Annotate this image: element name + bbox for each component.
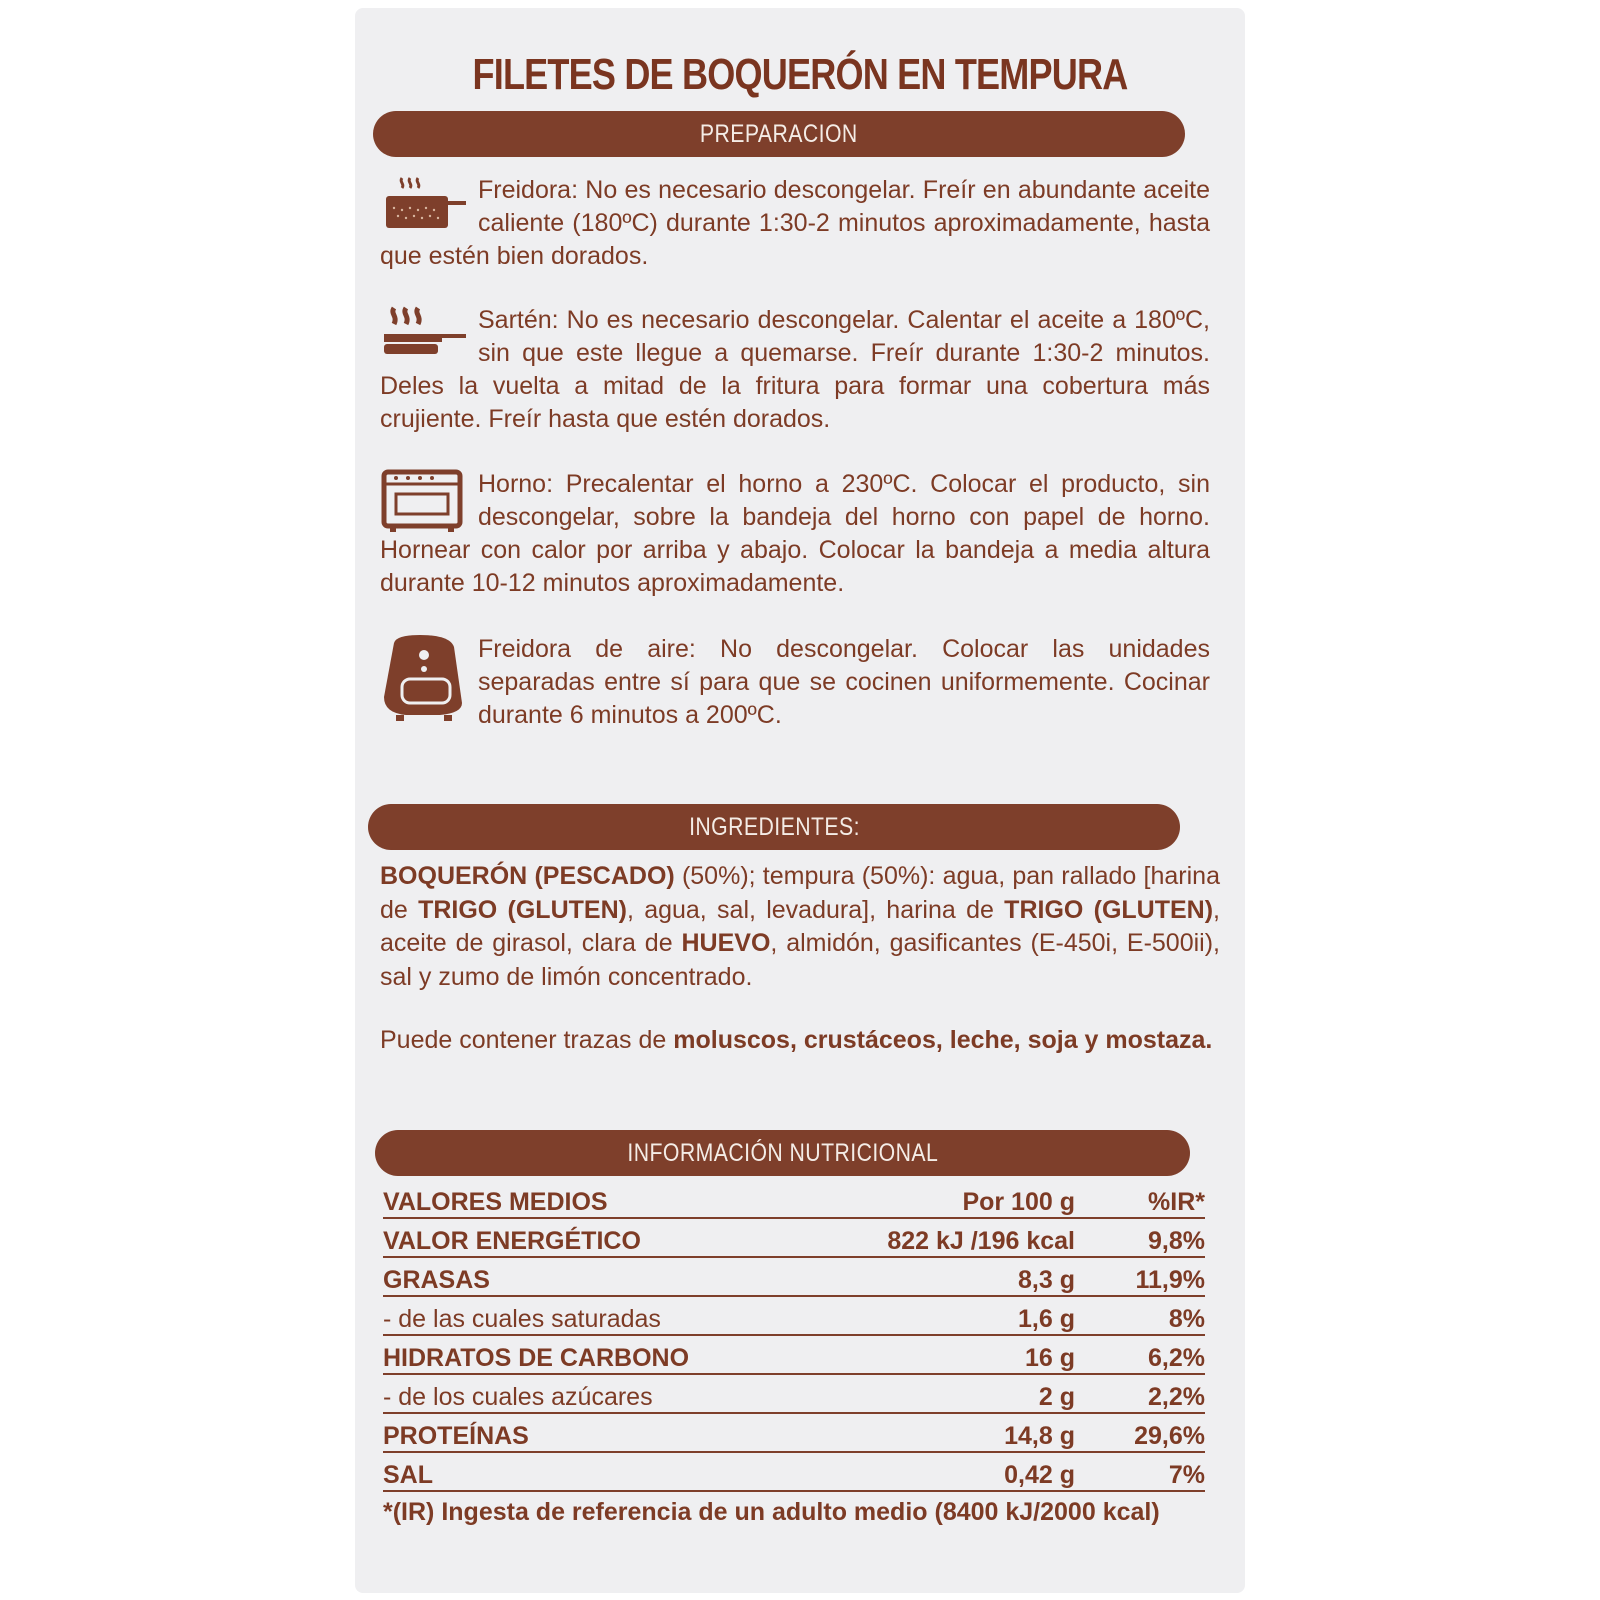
preparation-header: [373, 111, 1185, 157]
fryer-icon: [380, 174, 468, 240]
nutrition-header: [375, 1130, 1190, 1176]
nutrient-ir: 9,8%: [1075, 1218, 1205, 1257]
nutrient-ir: 7%: [1075, 1452, 1205, 1491]
nutrient-per: 2 g: [812, 1374, 1075, 1413]
nutrient-ir: 11,9%: [1075, 1257, 1205, 1296]
table-row: [383, 1452, 1205, 1491]
table-row: [383, 1218, 1205, 1257]
method-air-fryer: [380, 633, 1210, 732]
nutrient-per: 16 g: [812, 1335, 1075, 1374]
ingredient-part: BOQUERÓN (PESCADO): [380, 862, 675, 890]
ingredient-part: TRIGO (GLUTEN): [1004, 895, 1214, 924]
ingredient-part: , agua, sal, levadura], harina de: [626, 895, 1005, 924]
air-fryer-icon: [380, 633, 468, 723]
ingredients-header: [368, 804, 1180, 850]
traces-prefix: Puede contener trazas de: [380, 1026, 674, 1054]
nutrient-name: - de los cuales azúcares: [383, 1374, 812, 1413]
nutrient-per: 14,8 g: [812, 1413, 1075, 1452]
table-row: [383, 1257, 1205, 1296]
ingredient-part: TRIGO (GLUTEN): [418, 895, 627, 924]
nutrient-per: 822 kJ /196 kcal: [812, 1218, 1075, 1257]
table-row: [383, 1296, 1205, 1335]
ingredient-part: HUEVO: [681, 929, 771, 957]
method-fryer: [380, 174, 1210, 273]
ingredient-part: (50%); tempura (50%): agua, pan rallado [harina de: [380, 862, 1220, 924]
ingredient-part: , aceite de girasol, clara de: [380, 895, 1220, 957]
col-ir-header: %IR*: [1075, 1180, 1205, 1218]
nutrient-ir: 6,2%: [1075, 1335, 1205, 1374]
nutrient-name: HIDRATOS DE CARBONO: [383, 1335, 812, 1374]
preparation-header-text: PREPARACION: [700, 120, 858, 148]
table-row: [383, 1374, 1205, 1413]
oven-icon: [380, 468, 468, 534]
nutrient-name: PROTEÍNAS: [383, 1413, 812, 1452]
col-name-header: VALORES MEDIOS: [383, 1180, 812, 1218]
method-oven: [380, 468, 1210, 600]
col-per-header: Por 100 g: [812, 1180, 1075, 1218]
method-pan-text: Sartén: No es necesario descongelar. Calentar el aceite a 180ºC, sin que este llegue a quemarse. Freír durante 1:30-2 minutos. Deles la vuelta a mitad de la fritura para formar una cobertura más crujiente. Freír hasta que estén dorados.: [380, 306, 1210, 433]
nutrient-name: VALOR ENERGÉTICO: [383, 1218, 812, 1257]
nutrient-per: 8,3 g: [812, 1257, 1075, 1296]
frying-pan-icon: [380, 304, 468, 370]
nutrient-name: SAL: [383, 1452, 812, 1491]
nutrient-name: GRASAS: [383, 1257, 812, 1296]
allergen-traces: [380, 1026, 1220, 1055]
ingredients-header-text: INGREDIENTES:: [688, 813, 860, 841]
method-air-fryer-text: Freidora de aire: No descongelar. Colocar las unidades separadas entre sí para que se cocinen uniformemente. Cocinar durante 6 minutos a 200ºC.: [478, 635, 1210, 729]
method-fryer-text: Freidora: No es necesario descongelar. Freír en abundante aceite caliente (180ºC) durante 1:30-2 minutos aproximadamente, hasta que estén bien dorados.: [380, 176, 1210, 270]
nutrient-ir: 2,2%: [1075, 1374, 1205, 1413]
traces-allergens: moluscos, crustáceos, leche, soja y mostaza.: [673, 1026, 1213, 1054]
nutrient-per: 0,42 g: [812, 1452, 1075, 1491]
footnote: *(IR) Ingesta de referencia de un adulto medio (8400 kJ/2000 kcal): [383, 1498, 1160, 1526]
table-header-row: [383, 1180, 1205, 1218]
product-label: [355, 8, 1245, 1593]
nutrient-ir: 8%: [1075, 1296, 1205, 1335]
product-title: FILETES DE BOQUERÓN EN TEMPURA: [472, 50, 1128, 99]
nutrition-header-text: INFORMACIÓN NUTRICIONAL: [627, 1139, 938, 1167]
ingredient-part: , almidón, gasificantes (E-450i, E-500ii), sal y zumo de limón concentrado.: [380, 929, 1220, 991]
nutrient-per: 1,6 g: [812, 1296, 1075, 1335]
table-row: [383, 1413, 1205, 1452]
method-pan: [380, 304, 1210, 436]
nutrient-name: - de las cuales saturadas: [383, 1296, 812, 1335]
table-row: [383, 1335, 1205, 1374]
method-oven-text: Horno: Precalentar el horno a 230ºC. Colocar el producto, sin descongelar, sobre la bandeja del horno con papel de horno. Hornear con calor por arriba y abajo. Colocar la bandeja a media altura durante 10-12 minutos aproximadamente.: [380, 470, 1210, 597]
ingredients-list: [380, 860, 1220, 994]
nutrition-table: [383, 1180, 1205, 1492]
nutrient-ir: 29,6%: [1075, 1413, 1205, 1452]
